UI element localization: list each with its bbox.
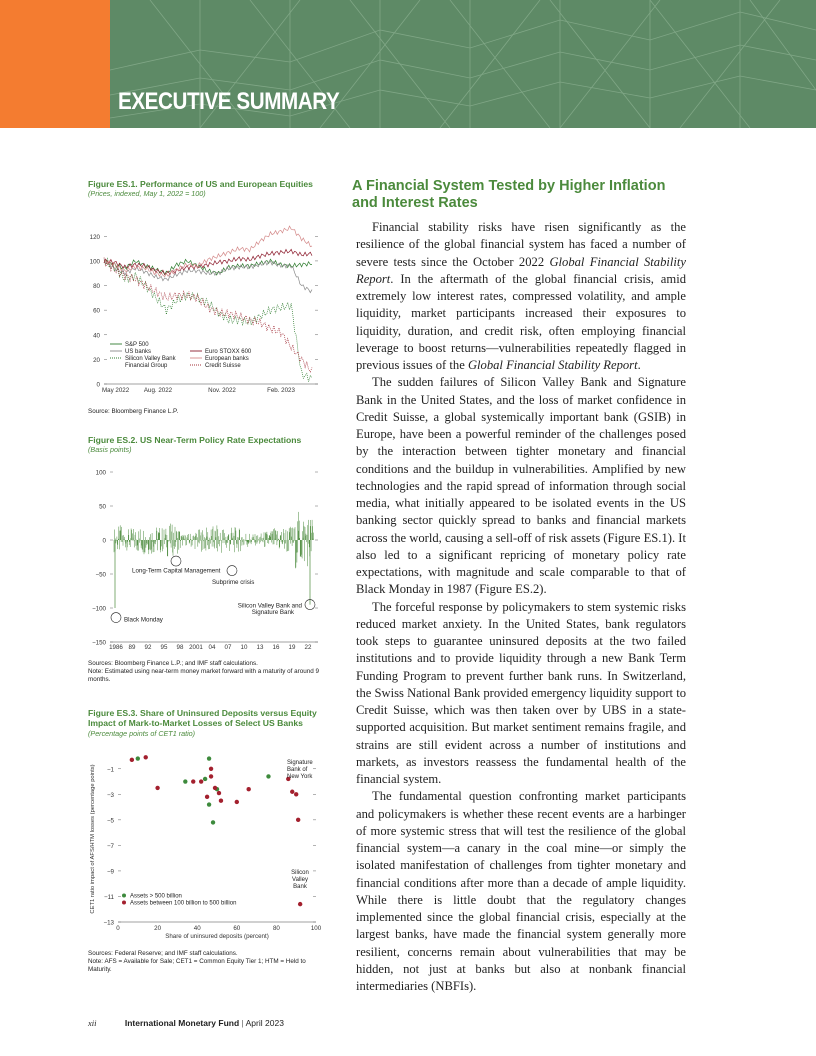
fig1-x-tick-label: Nov. 2022 bbox=[208, 387, 236, 394]
footer-date: April 2023 bbox=[245, 1018, 284, 1028]
fig3-data-point bbox=[130, 758, 134, 762]
fig2-annotation-label: Black Monday bbox=[124, 616, 163, 624]
fig1-legend-label: Credit Suisse bbox=[205, 363, 241, 369]
figure3-title: Figure ES.3. Share of Uninsured Deposits versus Equity Impact of Mark-to-Market Losses of Select US Banks bbox=[88, 708, 317, 728]
fig3-data-point bbox=[266, 774, 270, 778]
fig2-y-tick-label: −100 bbox=[92, 605, 106, 613]
fig1-legend-label: S&P 500 bbox=[125, 342, 149, 348]
fig3-y-tick-label: −13 bbox=[103, 919, 114, 927]
fig3-data-point bbox=[298, 902, 302, 906]
fig2-y-tick-label: 0 bbox=[102, 537, 106, 545]
fig3-data-point bbox=[213, 786, 217, 790]
figure3-sources: Sources: Federal Reserve; and IMF staff calculations. bbox=[88, 950, 238, 957]
fig3-y-tick-label: −11 bbox=[103, 893, 114, 901]
fig1-legend-label: Financial Group bbox=[125, 363, 168, 369]
fig2-x-tick-label: 89 bbox=[128, 644, 136, 651]
fig3-annotation-label: Bank bbox=[293, 884, 307, 890]
figure3-note: Note: AFS = Available for Sale; CET1 = Common Equity Tier 1; HTM = Held to Maturity. bbox=[88, 958, 306, 973]
figure1-source: Source: Bloomberg Finance L.P. bbox=[88, 408, 179, 415]
fig1-y-tick-label: 20 bbox=[93, 356, 100, 364]
fig3-data-point bbox=[203, 777, 207, 781]
paragraph-2: The sudden failures of Silicon Valley Bank and Signature Bank in the United States, and the loss of market confidence in Credit Suisse, a global systemically important bank (GSIB) in Europe, have been a powerful reminder of the challenges posed by the interaction between tighter monetary and financial conditions and the buildup in vulnerabilities. Amplified by new technologies and the rapid spread of information through social media, what initially appeared to be isolated events in the US banking sector quickly spread to banks and financial markets across the world, causing a sell-off of risk assets (Figure ES.1). It also led to a significant repricing of monetary policy rate expectations, with magnitude and scale comparable to that of Black Monday in 1987 (Figure ES.2). bbox=[356, 375, 686, 597]
figure1-title: Figure ES.1. Performance of US and European Equities bbox=[88, 179, 313, 189]
fig3-data-point bbox=[205, 795, 209, 799]
fig3-annotation-label: Valley bbox=[292, 877, 308, 883]
figure2-chart bbox=[88, 464, 324, 654]
paragraph-3: The forceful response by policymakers to stem systemic risks reduced market anxiety. In the United States, bank regulators took steps to guarantee uninsured deposits at the two failed institutions and to provide liquidity through a new Bank Term Funding Program to prevent further bank runs. In Switzerland, the Swiss National Bank provided emergency liquidity support to Credit Suisse, which was then taken over by UBS in a state-supported acquisition. But market sentiment remains fragile, and strains are still evident across a number of institutions and markets, as investors reassess the fundamental health of the financial system. bbox=[356, 599, 686, 786]
fig1-legend-label: US banks bbox=[125, 349, 152, 355]
fig3-legend-swatch bbox=[122, 893, 126, 897]
figure1-chart bbox=[88, 218, 324, 400]
article-heading: A Financial System Tested by Higher Inflation and Interest Rates bbox=[352, 178, 666, 211]
figure2-note: Note: Estimated using near-term money market forward with a maturity of around 9 months. bbox=[88, 668, 319, 683]
fig3-y-tick-label: −7 bbox=[106, 842, 114, 850]
fig3-x-tick-label: 80 bbox=[272, 925, 280, 932]
fig3-data-point bbox=[209, 774, 213, 778]
page-title: EXECUTIVE SUMMARY bbox=[118, 88, 340, 115]
figure1-subtitle: (Prices, indexed, May 1, 2022 = 100) bbox=[88, 189, 206, 198]
fig3-x-axis-label: Share of uninsured deposits (percent) bbox=[165, 933, 269, 940]
fig1-x-tick-label: May 2022 bbox=[102, 387, 130, 394]
fig3-x-tick-label: 100 bbox=[310, 925, 322, 932]
fig3-annotation-label: New York bbox=[287, 774, 313, 780]
fig3-legend-label: Assets between 100 billion to 500 billion bbox=[130, 900, 237, 907]
fig1-y-tick-label: 100 bbox=[89, 258, 100, 266]
fig2-annotation-circle bbox=[111, 613, 121, 623]
fig3-annotation-label: Signature bbox=[287, 760, 313, 766]
fig3-data-point bbox=[199, 779, 203, 783]
fig1-y-tick-label: 0 bbox=[96, 381, 100, 389]
fig1-legend-label: Silicon Valley Bank bbox=[125, 356, 176, 362]
fig3-y-axis-label: CET1 ratio impact of AFS/HTM losses (percentage points) bbox=[90, 764, 96, 914]
fig2-x-tick-label: 10 bbox=[240, 644, 248, 651]
fig3-data-point bbox=[211, 820, 215, 824]
fig2-annotation-label: Silicon Valley Bank and bbox=[237, 602, 302, 610]
header-banner bbox=[0, 0, 816, 128]
fig2-y-tick-label: 50 bbox=[99, 503, 106, 511]
fig1-legend-label: European banks bbox=[205, 356, 249, 362]
fig2-x-tick-label: 1986 bbox=[109, 644, 123, 651]
fig2-y-tick-label: −150 bbox=[92, 639, 106, 647]
fig2-series-spikes bbox=[114, 512, 314, 568]
fig3-y-tick-label: −3 bbox=[106, 791, 114, 799]
fig3-data-point bbox=[209, 767, 213, 771]
fig2-annotation-circle bbox=[171, 556, 181, 566]
fig3-data-point bbox=[183, 779, 187, 783]
page-footer: xii International Monetary Fund | April 2023 bbox=[88, 1018, 284, 1028]
fig3-y-tick-label: −5 bbox=[106, 817, 114, 825]
fig2-x-tick-label: 95 bbox=[160, 644, 168, 651]
fig2-y-tick-label: 100 bbox=[95, 469, 106, 477]
fig3-x-tick-label: 20 bbox=[154, 925, 162, 932]
fig2-x-tick-label: 92 bbox=[144, 644, 152, 651]
paragraph-1: Financial stability risks have risen significantly as the resilience of the global financial system has faced a number of severe tests since the October 2022 Global Financial Stability Report. In the aftermath of the global financial crisis, amid extremely low interest rates, compressed volatility, and ample liquidity, market participants increased their exposures to liquidity, duration, and credit risk, often employing financial leverage to boost returns—vulnerabilities repeatedly flagged in previous issues of the Global Financial Stability Report. bbox=[356, 220, 686, 372]
fig3-data-point bbox=[155, 786, 159, 790]
figure2-title: Figure ES.2. US Near-Term Policy Rate Expectations bbox=[88, 435, 302, 445]
fig1-x-tick-label: Feb. 2023 bbox=[267, 387, 295, 394]
fig3-x-tick-label: 0 bbox=[116, 925, 120, 932]
fig1-y-tick-label: 40 bbox=[93, 332, 100, 340]
figure2-subtitle: (Basis points) bbox=[88, 445, 132, 454]
figure3-chart bbox=[88, 748, 324, 944]
fig3-legend-swatch bbox=[122, 900, 126, 904]
fig2-annotation-label: Subprime crisis bbox=[212, 579, 255, 587]
fig3-x-tick-label: 40 bbox=[193, 925, 201, 932]
figure2-sources: Sources: Bloomberg Finance L.P.; and IMF staff calculations. bbox=[88, 660, 258, 667]
fig2-x-tick-label: 22 bbox=[304, 644, 312, 651]
fig1-y-tick-label: 60 bbox=[93, 307, 100, 315]
fig1-y-tick-label: 80 bbox=[93, 283, 100, 291]
figure3-subtitle: (Percentage points of CET1 ratio) bbox=[88, 729, 196, 738]
fig3-data-point bbox=[144, 755, 148, 759]
fig3-y-tick-label: −1 bbox=[106, 766, 114, 774]
fig3-x-tick-label: 60 bbox=[233, 925, 241, 932]
fig3-data-point bbox=[219, 798, 223, 802]
fig3-annotation-label: Silicon bbox=[291, 870, 309, 876]
fig2-x-tick-label: 16 bbox=[272, 644, 280, 651]
fig2-x-tick-label: 07 bbox=[224, 644, 232, 651]
fig3-legend-label: Assets > 500 billion bbox=[130, 893, 182, 900]
fig3-data-point bbox=[136, 756, 140, 760]
fig3-data-point bbox=[207, 756, 211, 760]
fig3-data-point bbox=[246, 787, 250, 791]
fig3-annotation-label: Bank of bbox=[287, 767, 308, 773]
article-body bbox=[356, 219, 686, 995]
fig2-x-tick-label: 2001 bbox=[189, 644, 203, 651]
fig2-x-tick-label: 98 bbox=[176, 644, 184, 651]
fig1-legend-label: Euro STOXX 600 bbox=[205, 349, 252, 355]
banner-orange-block bbox=[0, 0, 110, 128]
fig2-x-tick-label: 19 bbox=[288, 644, 296, 651]
fig3-data-point bbox=[191, 779, 195, 783]
fig2-annotation-circle bbox=[227, 566, 237, 576]
fig3-data-point bbox=[290, 790, 294, 794]
fig2-x-tick-label: 13 bbox=[256, 644, 264, 651]
fig2-annotation-label: Signature Bank bbox=[251, 609, 294, 617]
fig2-x-tick-label: 04 bbox=[208, 644, 216, 651]
footer-publisher: International Monetary Fund bbox=[124, 1018, 240, 1028]
fig2-annotation-label: Long-Term Capital Management bbox=[132, 567, 221, 575]
fig3-y-tick-label: −9 bbox=[106, 868, 114, 876]
fig3-data-point bbox=[217, 791, 221, 795]
fig3-data-point bbox=[296, 818, 300, 822]
paragraph-4: The fundamental question confronting market participants and policymakers is whether these recent events are a harbinger of more systemic stress that will test the resilience of the global financial system—a canary in the coal mine—or simply the isolated manifestation of challenges from tighter monetary and financial conditions after more than a decade of ample liquidity. While there is little doubt that the regulatory changes implemented since the global financial crisis, especially at the largest banks, have made the financial system generally more resilient, concerns remain about vulnerabilities that may be hidden, not just at banks but also at nonbank financial intermediaries (NBFIs). bbox=[356, 789, 686, 993]
fig3-data-point bbox=[207, 802, 211, 806]
fig3-data-point bbox=[235, 800, 239, 804]
fig2-y-tick-label: −50 bbox=[95, 571, 106, 579]
fig3-data-point bbox=[294, 792, 298, 796]
fig1-y-tick-label: 120 bbox=[89, 233, 100, 241]
page-number: xii bbox=[88, 1018, 97, 1028]
fig1-x-tick-label: Aug. 2022 bbox=[143, 387, 173, 394]
